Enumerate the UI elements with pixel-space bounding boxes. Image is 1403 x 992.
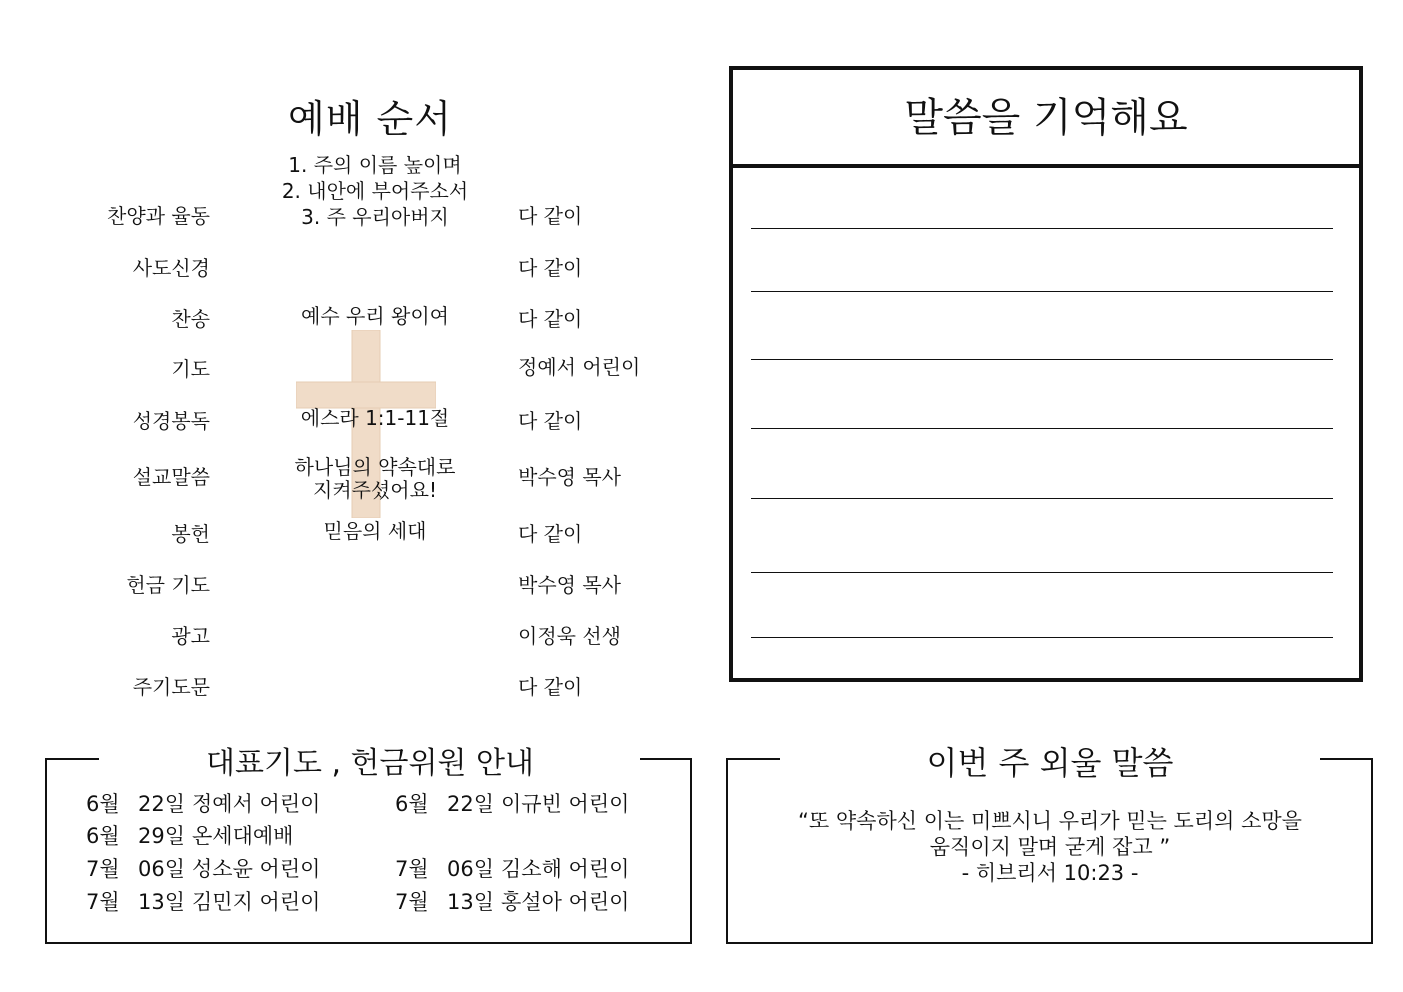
notice-name: 이규빈 어린이 <box>501 792 630 816</box>
memo-write-line[interactable] <box>751 291 1333 292</box>
notice-day: 22일 <box>447 792 495 816</box>
memo-write-line[interactable] <box>751 359 1333 360</box>
memo-write-line[interactable] <box>751 572 1333 573</box>
order-leader-hymn: 다 같이 <box>518 307 583 331</box>
notice-month: 7월 <box>395 890 429 914</box>
order-label-announcements: 광고 <box>171 624 210 648</box>
verse-box-top-right-edge <box>1320 758 1373 760</box>
order-label-scripture: 성경봉독 <box>132 409 210 433</box>
notice-month: 7월 <box>395 857 429 881</box>
order-detail-praise <box>250 152 500 230</box>
order-leader-creed: 다 같이 <box>518 256 583 280</box>
notice-item <box>395 853 629 883</box>
notice-month: 7월 <box>86 890 120 914</box>
notice-day: 13일 <box>447 890 495 914</box>
notice-item <box>86 820 293 850</box>
notice-month: 6월 <box>395 792 429 816</box>
memo-title: 말씀을 기억해요 <box>733 70 1359 168</box>
praise-song-3: 3. 주 우리아버지 <box>301 205 449 229</box>
memo-write-line[interactable] <box>751 637 1333 638</box>
notice-month: 6월 <box>86 792 120 816</box>
memo-write-line[interactable] <box>751 428 1333 429</box>
notice-name: 홍설아 어린이 <box>501 890 630 914</box>
verse-title: 이번 주 외울 말씀 <box>926 744 1174 782</box>
notice-box-top-left-edge <box>45 758 99 760</box>
order-detail-offering: 믿음의 세대 <box>323 519 427 543</box>
notice-box <box>45 758 692 944</box>
order-label-hymn: 찬송 <box>171 307 210 331</box>
order-leader-announcements: 이정욱 선생 <box>518 624 621 648</box>
order-label-offering-prayer: 헌금 기도 <box>126 573 210 597</box>
praise-song-1: 1. 주의 이름 높이며 <box>288 153 462 177</box>
notice-name: 성소윤 어린이 <box>192 857 321 881</box>
verse-box-top-left-edge <box>726 758 780 760</box>
notice-item <box>86 788 320 818</box>
notice-item <box>395 788 629 818</box>
notice-title: 대표기도 , 헌금위원 안내 <box>206 746 534 781</box>
order-detail-hymn: 예수 우리 왕이여 <box>301 304 449 328</box>
order-leader-offering-prayer: 박수영 목사 <box>518 573 621 597</box>
verse-text <box>740 808 1360 886</box>
notice-item <box>86 853 320 883</box>
notice-item <box>86 886 320 916</box>
notice-day: 22일 <box>138 792 186 816</box>
order-leader-sermon: 박수영 목사 <box>518 465 621 489</box>
verse-line-2: 움직이지 말며 굳게 잡고 ” <box>929 835 1171 859</box>
memo-box <box>729 66 1363 682</box>
order-detail-sermon <box>250 456 500 502</box>
notice-name: 정예서 어린이 <box>192 792 321 816</box>
order-detail-scripture: 에스라 1:1-11절 <box>300 406 450 430</box>
order-leader-lords-prayer: 다 같이 <box>518 675 583 699</box>
worship-order-title: 예배 순서 <box>288 97 452 141</box>
notice-name: 김민지 어린이 <box>192 890 321 914</box>
memo-write-line[interactable] <box>751 498 1333 499</box>
notice-name: 김소해 어린이 <box>501 857 630 881</box>
sermon-title-line-1: 하나님의 약속대로 <box>294 455 456 479</box>
order-label-offering: 봉헌 <box>171 522 210 546</box>
notice-day: 13일 <box>138 890 186 914</box>
order-leader-praise: 다 같이 <box>518 204 583 228</box>
order-leader-prayer: 정예서 어린이 <box>518 355 641 379</box>
notice-day: 06일 <box>138 857 186 881</box>
order-label-prayer: 기도 <box>171 357 210 381</box>
order-label-praise: 찬양과 율동 <box>107 204 210 228</box>
notice-day: 06일 <box>447 857 495 881</box>
notice-name: 온세대예배 <box>192 824 294 848</box>
order-label-creed: 사도신경 <box>132 256 210 280</box>
order-leader-scripture: 다 같이 <box>518 409 583 433</box>
notice-day: 29일 <box>138 824 186 848</box>
notice-item <box>395 886 629 916</box>
memo-write-line[interactable] <box>751 228 1333 229</box>
order-label-sermon: 설교말씀 <box>132 465 210 489</box>
notice-month: 7월 <box>86 857 120 881</box>
order-label-lords-prayer: 주기도문 <box>132 675 210 699</box>
verse-line-1: “또 약속하신 이는 미쁘시니 우리가 믿는 도리의 소망을 <box>798 809 1302 833</box>
notice-box-top-right-edge <box>640 758 692 760</box>
sermon-title-line-2: 지켜주셨어요! <box>313 478 437 502</box>
order-leader-offering: 다 같이 <box>518 522 583 546</box>
notice-month: 6월 <box>86 824 120 848</box>
praise-song-2: 2. 내안에 부어주소서 <box>281 179 469 203</box>
verse-reference: - 히브리서 10:23 - <box>961 861 1139 885</box>
